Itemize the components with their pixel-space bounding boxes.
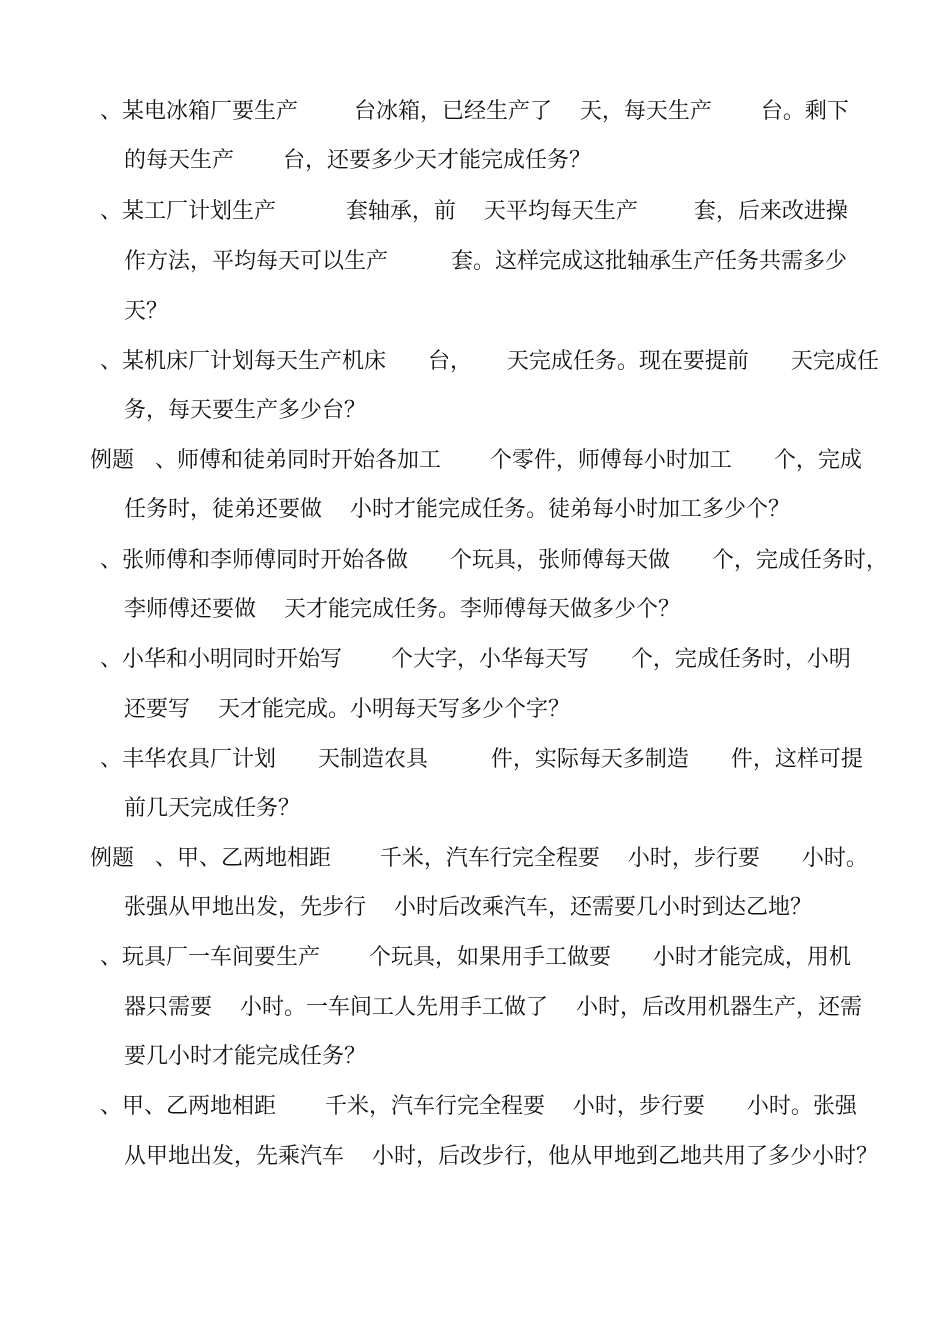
problem-5-line-2: 还要写 天才能完成。小明每天写多少个字？: [124, 697, 570, 722]
example-1-line-2: 任务时，徒弟还要做 小时才能完成任务。徒弟每小时加工多少个？: [124, 497, 790, 522]
example-2-line-1: 例题 、甲、乙两地相距 千米，汽车行完全程要 小时，步行要 小时。: [90, 846, 868, 871]
example-1-line-1: 例题 、师傅和徒弟同时开始各加工 个零件，师傅每小时加工 个，完成: [90, 448, 862, 473]
problem-7-line-2: 器只需要 小时。一车间工人先用手工做了 小时，后改用机器生产，还需: [124, 995, 862, 1020]
problem-5-line-1: 、小华和小明同时开始写 个大字，小华每天写 个，完成任务时，小明: [100, 647, 851, 672]
example-2-line-2: 张强从甲地出发，先步行 小时后改乘汽车，还需要几小时到达乙地？: [124, 895, 812, 920]
problem-4-line-1: 、张师傅和李师傅同时开始各做 个玩具，张师傅每天做 个，完成任务时，: [100, 548, 888, 573]
problem-2-line-2: 作方法，平均每天可以生产 套。这样完成这批轴承生产任务共需多少: [124, 249, 847, 274]
problem-3-line-1: 、某机床厂计划每天生产机床 台， 天完成任务。现在要提前 天完成任: [100, 349, 879, 374]
problem-7-line-1: 、玩具厂一车间要生产 个玩具，如果用手工做要 小时才能完成，用机: [100, 945, 851, 970]
problem-1-line-1: 、某电冰箱厂要生产 台冰箱，已经生产了 天，每天生产 台。剩下: [100, 99, 849, 124]
problem-4-line-2: 李师傅还要做 天才能完成任务。李师傅每天做多少个？: [124, 597, 680, 622]
problem-6-line-1: 、丰华农具厂计划 天制造农具 件，实际每天多制造 件，这样可提: [100, 747, 863, 772]
problem-7-line-3: 要几小时才能完成任务？: [124, 1044, 367, 1069]
problem-1-line-2: 的每天生产 台，还要多少天才能完成任务？: [124, 148, 591, 173]
problem-8-line-2: 从甲地出发，先乘汽车 小时，后改步行，他从甲地到乙地共用了多少小时？: [124, 1144, 878, 1169]
problem-2-line-3: 天？: [124, 299, 169, 324]
problem-6-line-2: 前几天完成任务？: [124, 796, 301, 821]
problem-8-line-1: 、甲、乙两地相距 千米，汽车行完全程要 小时，步行要 小时。张强: [100, 1094, 857, 1119]
problem-2-line-1: 、某工厂计划生产 套轴承，前 天平均每天生产 套，后来改进操: [100, 199, 848, 224]
problem-3-line-2: 务，每天要生产多少台？: [124, 398, 367, 423]
